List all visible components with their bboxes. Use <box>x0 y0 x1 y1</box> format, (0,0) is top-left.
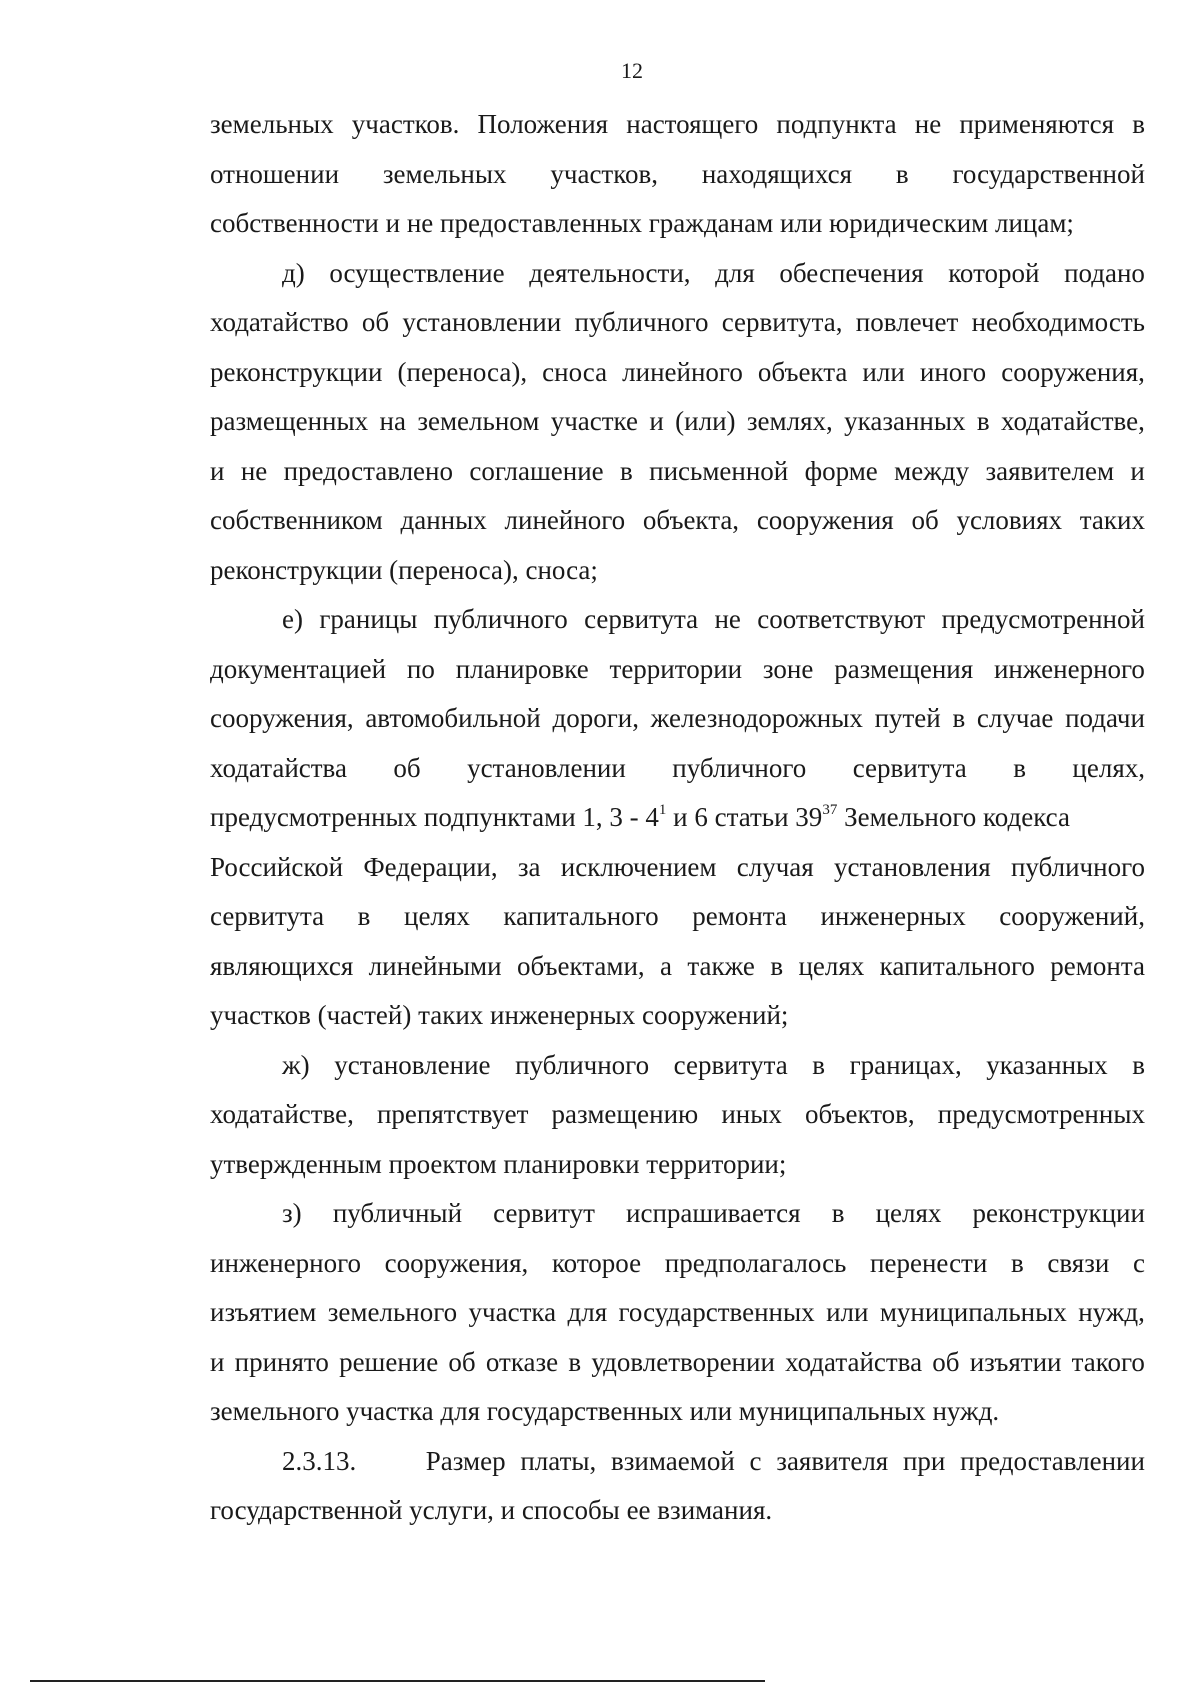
word: находящихся <box>701 158 852 189</box>
word: целях <box>798 950 865 981</box>
word: реконструкции <box>210 356 383 387</box>
word: удовлетворении <box>591 1346 775 1377</box>
text-line: земельного участка для государственных или муниципальных нужд. <box>210 1396 1000 1426</box>
word: сооружений, <box>999 901 1145 931</box>
word: об <box>361 307 390 337</box>
word: испрашивается <box>626 1198 801 1228</box>
word: объектами, <box>516 950 645 981</box>
text-line <box>210 744 1145 794</box>
word: целях, <box>1072 752 1145 783</box>
text-line <box>210 694 1145 744</box>
word: сооружения, <box>210 703 354 733</box>
word: перенести <box>870 1247 988 1278</box>
word: между <box>894 455 970 486</box>
word: об <box>393 752 421 783</box>
word: при <box>902 1445 946 1476</box>
section-2-3-13-first-line <box>210 1437 1145 1487</box>
word: установлении <box>467 752 626 783</box>
word: в <box>952 703 966 733</box>
word: зоне <box>762 653 814 684</box>
word: форме <box>804 455 878 486</box>
text-line: государственной услуги, и способы ее взимания. <box>210 1495 773 1525</box>
word: е) <box>282 604 303 634</box>
word: не <box>240 455 268 486</box>
word: (или) <box>675 406 736 436</box>
word: обеспечения <box>779 257 924 288</box>
word: отказе <box>485 1346 559 1377</box>
word: в <box>1010 1247 1024 1278</box>
word: предполагалось <box>664 1247 847 1278</box>
footer-rule <box>30 1680 765 1682</box>
word: не <box>714 604 741 634</box>
word: ремонта <box>1050 950 1145 981</box>
document-body <box>210 100 1145 1536</box>
word: заявителем <box>985 455 1115 486</box>
word: условиях <box>956 505 1063 535</box>
word: землях, <box>746 406 833 436</box>
word: иного <box>919 356 987 387</box>
word: в <box>357 901 371 931</box>
text-line <box>210 1288 1145 1338</box>
word: государственных <box>618 1297 815 1327</box>
word: реконструкции <box>972 1198 1145 1228</box>
word: нужд, <box>1078 1297 1145 1327</box>
word: деятельности, <box>529 257 691 288</box>
text-line: участков (частей) таких инженерных сооружений; <box>210 1000 789 1030</box>
word: д) <box>282 257 305 288</box>
word: в <box>1013 752 1026 783</box>
word: размещенных <box>210 406 369 436</box>
word: установление <box>334 1049 491 1080</box>
word: публичного <box>672 752 807 783</box>
word: случае <box>976 703 1054 733</box>
word: железнодорожных <box>650 703 863 733</box>
text-line <box>210 942 1145 992</box>
text-line <box>210 348 1145 398</box>
word: земельных <box>210 109 334 139</box>
word: муниципальных <box>879 1297 1067 1327</box>
word: объекта, <box>642 505 740 535</box>
word: письменной <box>649 455 789 486</box>
word: инженерных <box>820 901 966 931</box>
word: принято <box>234 1346 329 1377</box>
word: необходимость <box>971 307 1145 337</box>
word: целях <box>875 1198 942 1228</box>
word: применяются <box>959 109 1115 139</box>
text-fragment: Земельного кодекса <box>837 802 1070 832</box>
word: ходатайстве, <box>1000 406 1145 436</box>
word: в <box>1132 1049 1145 1080</box>
text-line <box>210 1239 1145 1289</box>
word: которое <box>551 1247 642 1278</box>
word: территории <box>609 653 743 684</box>
word: инженерного <box>210 1247 361 1278</box>
word: исключением <box>560 851 717 882</box>
word: ходатайстве, <box>210 1099 354 1129</box>
text-line <box>210 843 1145 893</box>
text-line-with-superscripts <box>210 793 1145 843</box>
word: автомобильной <box>365 703 541 733</box>
word: документацией <box>210 653 387 684</box>
word: или <box>862 356 905 387</box>
word: публичного <box>433 604 568 634</box>
word: линейными <box>368 950 502 981</box>
word: случая <box>736 851 814 882</box>
word: сооружения, <box>384 1247 529 1278</box>
word: такого <box>1071 1346 1145 1377</box>
word: не <box>914 109 942 139</box>
word: об <box>911 505 939 535</box>
word: также <box>687 950 755 981</box>
word: земельных <box>382 158 507 189</box>
word: и <box>1130 455 1145 486</box>
word: в <box>812 1049 826 1080</box>
word: заявителя <box>776 1445 889 1476</box>
word: путей <box>874 703 941 733</box>
word: указанных <box>844 406 966 436</box>
word: дороги, <box>552 703 639 733</box>
paragraph-e-first-line <box>210 595 1145 645</box>
word: в <box>620 455 633 486</box>
word: публичного <box>515 1049 650 1080</box>
word: сервитута <box>852 752 967 783</box>
word: указанных <box>986 1049 1108 1080</box>
word: платы, <box>520 1445 597 1476</box>
text-line: реконструкции (переноса), сноса; <box>210 554 598 585</box>
word: сервитута <box>210 901 325 931</box>
word: которой <box>948 257 1040 288</box>
word: (переноса), <box>397 356 528 387</box>
word: данных <box>400 505 487 535</box>
text-line <box>210 1090 1145 1140</box>
word: публичного <box>1010 851 1145 882</box>
word: з) <box>282 1198 302 1228</box>
word: об <box>932 1346 960 1377</box>
word: инженерного <box>993 653 1145 684</box>
word: а <box>660 950 673 981</box>
text-line <box>210 298 1145 348</box>
word: для <box>715 257 755 288</box>
word: предоставлении <box>960 1445 1145 1476</box>
page-number: 12 <box>621 58 643 83</box>
word: целях <box>404 901 470 931</box>
word: соглашение <box>469 455 604 486</box>
superscript: 37 <box>822 802 838 818</box>
word: решение <box>339 1346 439 1377</box>
word: участке <box>550 406 638 436</box>
word: и <box>210 1346 225 1377</box>
word: размещению <box>551 1099 699 1129</box>
word: подано <box>1064 257 1145 288</box>
word: и <box>649 406 664 436</box>
word: ремонта <box>692 901 787 931</box>
text-line <box>210 447 1145 497</box>
word: подпункта <box>776 109 897 139</box>
word: изъятием <box>210 1297 317 1327</box>
text-line <box>210 397 1145 447</box>
word: капитального <box>503 901 659 931</box>
word: сервитута <box>584 604 699 634</box>
word: объекта <box>757 356 848 387</box>
word: земельного <box>327 1297 458 1327</box>
word: об <box>448 1346 476 1377</box>
paragraph-d-first-line <box>210 249 1145 299</box>
text-line <box>210 100 1145 150</box>
word: в <box>976 406 990 436</box>
word: участков. <box>351 109 460 139</box>
word: изъятии <box>969 1346 1062 1377</box>
word: линейного <box>504 505 626 535</box>
word: повлечет <box>855 307 959 337</box>
word: являющихся <box>210 950 354 981</box>
word: предусмотренной <box>941 604 1145 634</box>
word: сноса <box>542 356 608 387</box>
word: ходатайства <box>210 752 347 783</box>
word: участка <box>468 1297 557 1327</box>
word: участков, <box>550 158 658 189</box>
text-line: собственности и не предоставленных гражданам или юридическим лицам; <box>210 208 1074 238</box>
word: в <box>831 1198 845 1228</box>
word: ходатайство <box>210 307 349 337</box>
word: капитального <box>879 950 1035 981</box>
word: Размер <box>425 1445 506 1476</box>
word: установлении <box>402 307 562 337</box>
word: подачи <box>1065 703 1145 733</box>
word: линейного <box>622 356 743 387</box>
text-line <box>210 150 1145 200</box>
word: в <box>770 950 784 981</box>
word: на <box>379 406 406 436</box>
word: препятствует <box>376 1099 529 1129</box>
word: планировке <box>455 653 589 684</box>
word: сервитута <box>673 1049 788 1080</box>
word: собственником <box>210 505 383 535</box>
word: сервитута, <box>721 307 843 337</box>
word: или <box>826 1297 869 1327</box>
word: в <box>1132 109 1145 139</box>
word: по <box>406 653 435 684</box>
word: государственной <box>952 158 1145 189</box>
word: предусмотренных <box>937 1099 1145 1129</box>
text-line <box>210 892 1145 942</box>
word: взимаемой <box>611 1445 735 1476</box>
word: соответствуют <box>757 604 926 634</box>
word: сооружения, <box>1001 356 1145 387</box>
word: осуществление <box>329 257 505 288</box>
word: объектов, <box>804 1099 915 1129</box>
word: границах, <box>849 1049 962 1080</box>
word: в <box>895 158 909 189</box>
word: таких <box>1079 505 1145 535</box>
word: для <box>567 1297 608 1327</box>
word: за <box>517 851 541 882</box>
section-number: 2.3.13. <box>282 1445 357 1476</box>
word: публичного <box>574 307 709 337</box>
text-line <box>210 645 1145 695</box>
word: и <box>210 455 225 486</box>
word: иных <box>721 1099 782 1129</box>
word: ходатайства <box>785 1346 923 1377</box>
text-fragment: предусмотренных подпунктами 1, 3 - 4 <box>210 802 659 832</box>
paragraph-zh-first-line <box>210 1041 1145 1091</box>
word: Федерации, <box>363 851 498 882</box>
word: с <box>1133 1247 1145 1278</box>
word: с <box>749 1445 762 1476</box>
word: Российской <box>210 851 344 882</box>
paragraph-z-first-line <box>210 1189 1145 1239</box>
word: сервитут <box>493 1198 595 1228</box>
word: установления <box>833 851 991 882</box>
word: настоящего <box>626 109 759 139</box>
text-line <box>210 496 1145 546</box>
word: предоставлено <box>283 455 453 486</box>
word: размещения <box>834 653 974 684</box>
word: в <box>568 1346 582 1377</box>
word: публичный <box>332 1198 463 1228</box>
superscript: 1 <box>658 802 667 818</box>
text-fragment: и 6 статьи 39 <box>666 802 823 832</box>
text-line: утвержденным проектом планировки территории; <box>210 1148 787 1179</box>
word: границы <box>319 604 418 634</box>
word: сооружения <box>756 505 894 535</box>
word: Положения <box>477 109 609 139</box>
word: отношении <box>210 158 340 189</box>
word: связи <box>1047 1247 1110 1278</box>
word: земельном <box>417 406 540 436</box>
text-line <box>210 1338 1145 1388</box>
word: ж) <box>282 1049 310 1080</box>
